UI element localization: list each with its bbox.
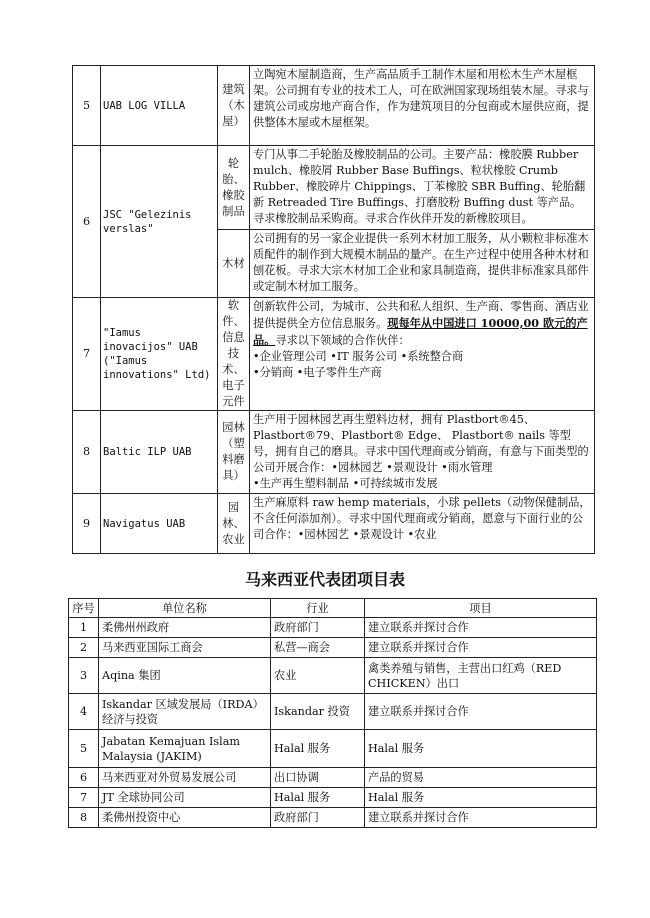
unit-name: 马来西亚国际工商会 xyxy=(99,638,271,658)
project: Halal 服务 xyxy=(365,788,597,808)
unit-name: 柔佛州州政府 xyxy=(99,618,271,638)
industry-category: 木材 xyxy=(218,230,250,298)
unit-name: UAB LOG VILLA xyxy=(101,66,218,146)
table-row xyxy=(73,66,595,146)
description-text: 创新软件公司，为城市、公共和私人组织、生产商、零售商、酒店业提供提供全方位信息服务。 xyxy=(253,300,589,330)
industry: 政府部门 xyxy=(271,618,365,638)
table-row xyxy=(69,658,597,694)
table-row xyxy=(73,298,595,411)
unit-name: 马来西亚对外贸易发展公司 xyxy=(99,768,271,788)
project: 建立联系并探讨合作 xyxy=(365,618,597,638)
table-row xyxy=(69,694,597,730)
table-row xyxy=(69,768,597,788)
table-row xyxy=(69,808,597,828)
table-row xyxy=(69,638,597,658)
row-number: 6 xyxy=(73,146,101,298)
header-number: 序号 xyxy=(69,599,99,618)
unit-name: Jabatan Kemajuan Islam Malaysia (JAKIM) xyxy=(99,730,271,768)
row-number: 5 xyxy=(69,730,99,768)
industry-category: 建筑（木屋） xyxy=(218,66,250,146)
project-description: 专门从事二手轮胎及橡胶制品的公司。主要产品：橡胶膜 Rubber mulch、橡胶屑 Rubber Base Buffings、粒状橡胶 Crumb Rubber、橡胶碎片 Chippings、丁苯橡胶 SBR Buffing、轮胎翻新 Retreaded Tire Buffings、打磨胶粉 Buffing dust 等产品。寻求橡胶制品采购商。寻求合作伙伴开发的新橡胶项目。 xyxy=(250,146,595,230)
industry-category: 园林（塑料磨具） xyxy=(218,411,250,494)
row-number: 5 xyxy=(73,66,101,146)
industry: Halal 服务 xyxy=(271,730,365,768)
industry: 出口协调 xyxy=(271,768,365,788)
project-description: 公司拥有的另一家企业提供一系列木材加工服务，从小颗粒非标准木质配件的制作到大规模木制品的量产。在生产过程中使用各种木材和刨花板。寻求大宗木材加工企业和家具制造商，提供非标准家具部件或定制木材加工服务。 xyxy=(250,230,595,298)
unit-name: Baltic ILP UAB xyxy=(101,411,218,494)
row-number: 8 xyxy=(69,808,99,828)
bullet-line: •分销商 •电子零件生产商 xyxy=(253,366,382,379)
unit-name: Aqina 集团 xyxy=(99,658,271,694)
table-row xyxy=(69,788,597,808)
project: 建立联系并探讨合作 xyxy=(365,808,597,828)
industry-category: 园林、农业 xyxy=(218,494,250,554)
description-text: 生产用于园林园艺再生塑料边材，拥有 Plastbort®45、Plastbort®79、Plastbort® Edge、 Plastbort® nails 等型号，拥有自己的磨具。寻求中国代理商或分销商，有意与下面类型的公司开展合作：•园林园艺 •景观设计 •雨水管理 xyxy=(253,413,589,474)
project-description xyxy=(250,298,595,411)
unit-name: Navigatus UAB xyxy=(101,494,218,554)
table-row xyxy=(73,411,595,494)
table-row xyxy=(73,146,595,230)
project-description: 立陶宛木屋制造商，生产高品质手工制作木屋和用松木生产木屋框架。公司拥有专业的技术工人，可在欧洲国家现场组装木屋。寻求与建筑公司或房地产商合作，作为建筑项目的分包商或木屋供应商，提供整体木屋或木屋框架。 xyxy=(250,66,595,146)
project: 产品的贸易 xyxy=(365,768,597,788)
industry: 私营—商会 xyxy=(271,638,365,658)
header-project: 项目 xyxy=(365,599,597,618)
project-description xyxy=(250,411,595,494)
unit-name: "Iamus inovacijos" UAB ("Iamus innovations" Ltd) xyxy=(101,298,218,411)
table-row xyxy=(69,730,597,768)
lithuania-projects-table xyxy=(72,65,595,554)
table-row xyxy=(73,494,595,554)
project: 建立联系并探讨合作 xyxy=(365,694,597,730)
bullet-line: •生产再生塑料制品 •可持续城市发展 xyxy=(253,477,438,490)
row-number: 4 xyxy=(69,694,99,730)
description-text: 寻求以下领域的合作伙伴： xyxy=(275,334,410,347)
unit-name: Iskandar 区域发展局（IRDA）经济与投资 xyxy=(99,694,271,730)
row-number: 1 xyxy=(69,618,99,638)
unit-name: JSC "Gelezinis verslas" xyxy=(101,146,218,298)
industry: 政府部门 xyxy=(271,808,365,828)
import-highlight: 现每年从中国进口 10000,00 欧元的产品。 xyxy=(253,316,588,347)
industry: Iskandar 投资 xyxy=(271,694,365,730)
unit-name: JT 全球协同公司 xyxy=(99,788,271,808)
section-title: 马来西亚代表团项目表 xyxy=(244,570,405,589)
header-unit: 单位名称 xyxy=(99,599,271,618)
malaysia-projects-table xyxy=(68,598,597,828)
row-number: 2 xyxy=(69,638,99,658)
industry: Halal 服务 xyxy=(271,788,365,808)
row-number: 7 xyxy=(73,298,101,411)
table-row xyxy=(69,618,597,638)
bullet-line: •企业管理公司 •IT 服务公司 •系统整合商 xyxy=(253,350,464,363)
project: 建立联系并探讨合作 xyxy=(365,638,597,658)
row-number: 6 xyxy=(69,768,99,788)
industry-category: 软件、信息技术、电子元件 xyxy=(218,298,250,411)
project: 禽类养殖与销售，主营出口红鸡（RED CHICKEN）出口 xyxy=(365,658,597,694)
row-number: 9 xyxy=(73,494,101,554)
row-number: 3 xyxy=(69,658,99,694)
industry-category: 轮胎、橡胶制品 xyxy=(218,146,250,230)
industry: 农业 xyxy=(271,658,365,694)
project-description: 生产麻原料 raw hemp materials，小球 pellets（动物保健制品，不含任何添加剂）。寻求中国代理商或分销商，愿意与下面行业的公司合作：•园林园艺 •景观设计 •农业 xyxy=(250,494,595,554)
row-number: 8 xyxy=(73,411,101,494)
table-header-row xyxy=(69,599,597,618)
row-number: 7 xyxy=(69,788,99,808)
header-industry: 行业 xyxy=(271,599,365,618)
unit-name: 柔佛州投资中心 xyxy=(99,808,271,828)
project: Halal 服务 xyxy=(365,730,597,768)
